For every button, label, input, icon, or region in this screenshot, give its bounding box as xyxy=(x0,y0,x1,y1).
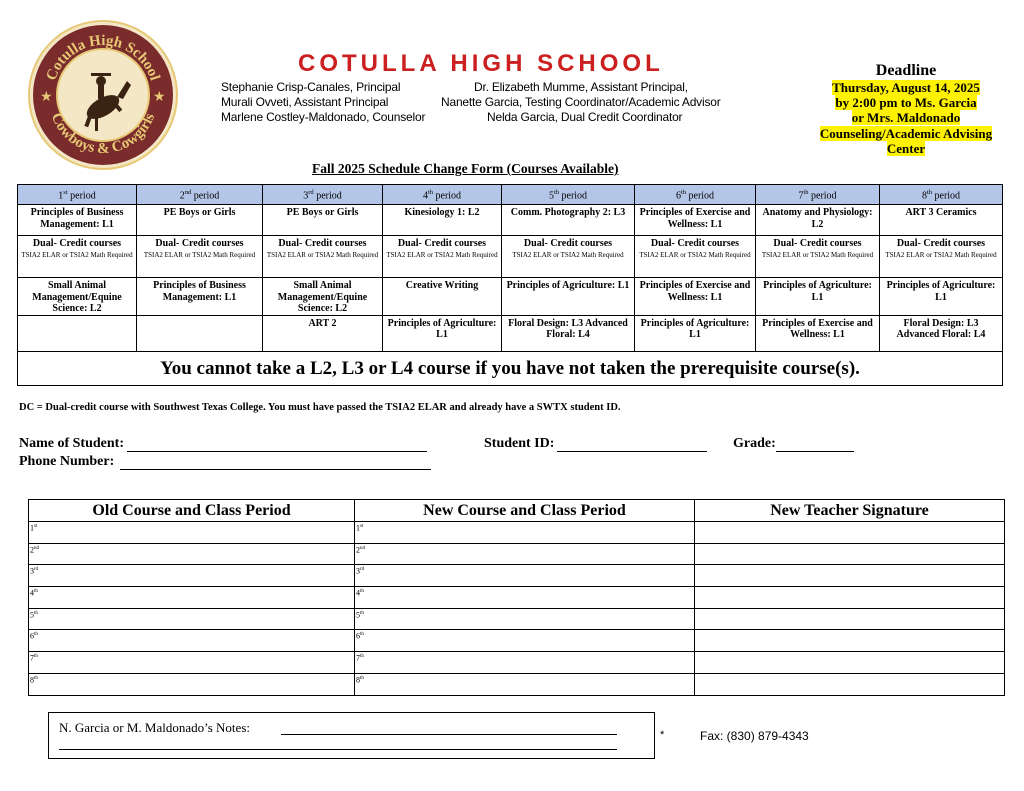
dual-credit-cell xyxy=(756,236,880,278)
signature-cell[interactable] xyxy=(695,608,1005,630)
new-course-cell[interactable] xyxy=(355,673,695,695)
dual-credit-cell xyxy=(18,236,137,278)
signature-cell[interactable] xyxy=(695,630,1005,652)
period-header-4 xyxy=(383,185,502,205)
student-name-field[interactable] xyxy=(19,436,427,452)
course-cell: Creative Writing xyxy=(383,278,502,316)
staff-assistant-principal-1: Dr. Elizabeth Mumme, Assistant Principal, xyxy=(474,80,688,94)
course-cell: Principles of Exercise and Wellness: L1 xyxy=(756,315,880,351)
dual-credit-title: Dual- Credit courses xyxy=(155,238,244,249)
course-cell: Small Animal Management/Equine Science: L2 xyxy=(263,278,383,316)
period-header-1 xyxy=(18,185,137,205)
deadline-title: Deadline xyxy=(875,62,937,79)
period-number: 3 xyxy=(356,567,360,577)
dual-credit-cell xyxy=(880,236,1003,278)
dual-credit-title: Dual- Credit courses xyxy=(32,238,122,249)
period-header-2 xyxy=(137,185,263,205)
period-word: period xyxy=(433,190,462,202)
dual-credit-requirement: TSIA2 ELAR or TSIA2 Math Required xyxy=(639,250,751,259)
signature-cell[interactable] xyxy=(695,652,1005,674)
course-cell: Principles of Agriculture: L1 xyxy=(635,315,756,351)
period-word: period xyxy=(808,190,837,202)
dual-credit-cell xyxy=(502,236,635,278)
signature-cell[interactable] xyxy=(695,543,1005,565)
period-header-3 xyxy=(263,185,383,205)
student-id-line[interactable] xyxy=(557,438,707,452)
teacher-signature-header: New Teacher Signature xyxy=(695,500,1005,522)
staff-testing-coordinator: Nanette Garcia, Testing Coordinator/Academic Advisor xyxy=(441,95,721,109)
deadline-box xyxy=(808,61,1004,156)
period-number: 6 xyxy=(675,190,681,202)
old-course-cell[interactable] xyxy=(29,673,355,695)
old-course-header: Old Course and Class Period xyxy=(29,500,355,522)
course-cell: Principles of Agriculture: L1 xyxy=(756,278,880,316)
course-cell: Comm. Photography 2: L3 xyxy=(502,205,635,236)
course-cell: PE Boys or Girls xyxy=(137,205,263,236)
old-course-cell[interactable] xyxy=(29,608,355,630)
period-ordinal: st xyxy=(360,524,364,529)
period-number: 7 xyxy=(798,190,804,202)
new-course-cell[interactable] xyxy=(355,543,695,565)
staff-dual-credit-coordinator: Nelda Garcia, Dual Credit Coordinator xyxy=(487,110,683,124)
star-right-icon: ★ xyxy=(153,90,166,105)
period-ordinal: th xyxy=(360,654,364,660)
period-ordinal: th xyxy=(34,610,38,616)
period-number: 2 xyxy=(179,190,185,202)
dual-credit-requirement: TSIA2 ELAR or TSIA2 Math Required xyxy=(143,250,256,259)
period-number: 8 xyxy=(30,675,34,685)
course-cell: Principles of Exercise and Wellness: L1 xyxy=(635,278,756,316)
signature-cell[interactable] xyxy=(695,587,1005,609)
dual-credit-cell xyxy=(137,236,263,278)
old-course-cell[interactable] xyxy=(29,652,355,674)
dual-credit-requirement: TSIA2 ELAR or TSIA2 Math Required xyxy=(266,250,379,259)
dual-credit-requirement: TSIA2 ELAR or TSIA2 Math Required xyxy=(761,250,874,259)
period-ordinal: nd xyxy=(360,545,365,551)
period-header-row xyxy=(18,185,1003,205)
prerequisite-warning: You cannot take a L2, L3 or L4 course if you have not taken the prerequisite course(s). xyxy=(18,351,1003,385)
dual-credit-title: Dual- Credit courses xyxy=(650,238,740,249)
course-cell: ART 3 Ceramics xyxy=(880,205,1003,236)
phone-line[interactable] xyxy=(120,456,431,470)
period-ordinal: th xyxy=(360,675,364,681)
prerequisite-warning-row xyxy=(18,351,1003,385)
dual-credit-title: Dual- Credit courses xyxy=(773,238,862,249)
course-cell: Principles of Agriculture: L1 xyxy=(502,278,635,316)
school-logo xyxy=(27,19,179,171)
logo-top-text: Cotulla High School xyxy=(43,32,163,83)
period-ordinal: th xyxy=(427,189,433,197)
old-course-cell[interactable] xyxy=(29,522,355,544)
period-number: 7 xyxy=(356,653,360,663)
staff-assistant-principal-2: Murali Ovveti, Assistant Principal xyxy=(221,95,389,109)
period-header-5 xyxy=(502,185,635,205)
dual-credit-title: Dual- Credit courses xyxy=(278,238,367,249)
staff-counselor: Marlene Costley-Maldonado, Counselor xyxy=(221,110,426,124)
school-title: COTULLA HIGH SCHOOL xyxy=(298,50,664,77)
change-row xyxy=(29,522,1005,544)
period-number: 4 xyxy=(30,588,34,598)
period-number: 5 xyxy=(356,610,360,620)
signature-cell[interactable] xyxy=(695,565,1005,587)
period-ordinal: th xyxy=(553,189,559,197)
dual-credit-cell xyxy=(383,236,502,278)
period-ordinal: rd xyxy=(34,567,39,573)
signature-cell[interactable] xyxy=(695,522,1005,544)
fax-number: Fax: (830) 879-4343 xyxy=(700,729,809,743)
course-cell: Kinesiology 1: L2 xyxy=(383,205,502,236)
period-number: 7 xyxy=(30,653,34,663)
star-left-icon: ★ xyxy=(40,90,53,105)
period-number: 3 xyxy=(303,190,309,202)
course-row-3 xyxy=(18,278,1003,316)
new-course-cell[interactable] xyxy=(355,630,695,652)
course-cell: Small Animal Management/Equine Science: L2 xyxy=(18,278,137,316)
notes-line-2[interactable] xyxy=(59,749,617,750)
period-header-7 xyxy=(756,185,880,205)
old-course-cell[interactable] xyxy=(29,587,355,609)
student-name-line[interactable] xyxy=(127,438,427,452)
deadline-office-center: Center xyxy=(886,140,926,156)
period-number: 8 xyxy=(921,190,927,202)
staff-principal: Stephanie Crisp-Canales, Principal xyxy=(221,80,401,94)
period-number: 8 xyxy=(356,675,360,685)
course-cell: Principles of Business Management: L1 xyxy=(18,205,137,236)
period-ordinal: th xyxy=(34,654,38,660)
period-ordinal: th xyxy=(680,189,686,197)
period-ordinal: th xyxy=(360,589,364,595)
period-ordinal: nd xyxy=(34,545,39,551)
new-course-cell[interactable] xyxy=(355,587,695,609)
dual-credit-title: Dual- Credit courses xyxy=(896,238,986,249)
period-number: 4 xyxy=(356,588,360,598)
course-cell: PE Boys or Girls xyxy=(263,205,383,236)
period-number: 1 xyxy=(58,190,64,202)
asterisk: * xyxy=(660,729,665,741)
period-ordinal: st xyxy=(34,524,38,529)
course-cell: ART 2 xyxy=(263,315,383,351)
period-number: 6 xyxy=(356,632,360,642)
schedule-change-table xyxy=(28,499,1005,696)
period-number: 6 xyxy=(30,632,34,642)
deadline-contact: or Mrs. Maldonado xyxy=(851,110,961,126)
course-cell: Floral Design: L3 Advanced Floral: L4 xyxy=(880,315,1003,351)
period-number: 1 xyxy=(356,523,360,533)
courses-available-table xyxy=(17,184,1003,386)
course-cell: Anatomy and Physiology: L2 xyxy=(756,205,880,236)
course-cell: Principles of Exercise and Wellness: L1 xyxy=(635,205,756,236)
period-number: 5 xyxy=(548,190,554,202)
course-cell: Floral Design: L3 Advanced Floral: L4 xyxy=(502,315,635,351)
deadline-office: Counseling/Academic Advising xyxy=(819,125,993,141)
period-number: 2 xyxy=(356,545,360,555)
old-course-cell[interactable] xyxy=(29,630,355,652)
course-cell xyxy=(18,315,137,351)
notes-box[interactable] xyxy=(48,712,655,759)
new-course-cell[interactable] xyxy=(355,565,695,587)
course-row-4 xyxy=(18,315,1003,351)
new-course-cell[interactable] xyxy=(355,608,695,630)
phone-label: Phone Number: xyxy=(19,454,115,469)
period-number: 5 xyxy=(30,610,34,620)
old-course-cell[interactable] xyxy=(29,543,355,565)
course-cell xyxy=(137,315,263,351)
period-ordinal: th xyxy=(803,189,809,197)
old-course-cell[interactable] xyxy=(29,565,355,587)
period-ordinal: th xyxy=(34,675,38,681)
dual-credit-title: Dual- Credit courses xyxy=(523,238,613,249)
dual-credit-note: DC = Dual-credit course with Southwest Texas College. You must have passed the TSIA2 ELAR and already have a SWTX student ID. xyxy=(19,402,621,413)
notes-label: N. Garcia or M. Maldonado’s Notes: xyxy=(59,720,250,735)
deadline-time: by 2:00 pm to Ms. Garcia xyxy=(835,95,977,111)
phone-field[interactable] xyxy=(19,454,431,470)
period-ordinal: nd xyxy=(184,189,192,197)
period-ordinal: st xyxy=(63,189,68,197)
change-header-row xyxy=(29,500,1005,522)
new-course-cell[interactable] xyxy=(355,652,695,674)
dual-credit-cell xyxy=(635,236,756,278)
student-id-label: Student ID: xyxy=(484,436,555,451)
dual-credit-row xyxy=(18,236,1003,278)
dual-credit-requirement: TSIA2 ELAR or TSIA2 Math Required xyxy=(512,250,624,259)
period-number: 3 xyxy=(30,567,34,577)
grade-line[interactable] xyxy=(776,438,854,452)
dual-credit-cell xyxy=(263,236,383,278)
change-row xyxy=(29,543,1005,565)
deadline-date: Thursday, August 14, 2025 xyxy=(832,80,980,95)
course-row-1 xyxy=(18,205,1003,236)
new-course-cell[interactable] xyxy=(355,522,695,544)
dual-credit-requirement: TSIA2 ELAR or TSIA2 Math Required xyxy=(21,250,133,259)
period-ordinal: rd xyxy=(308,189,314,197)
period-word: period xyxy=(67,190,96,202)
change-row xyxy=(29,652,1005,674)
change-row xyxy=(29,608,1005,630)
period-number: 4 xyxy=(422,190,428,202)
period-ordinal: th xyxy=(360,632,364,638)
course-cell: Principles of Agriculture: L1 xyxy=(880,278,1003,316)
logo-bottom-text: Cowboys & Cowgirls xyxy=(47,110,159,158)
grade-label: Grade: xyxy=(733,436,776,451)
period-ordinal: th xyxy=(926,189,932,197)
period-number: 2 xyxy=(30,545,34,555)
change-row xyxy=(29,565,1005,587)
period-word: period xyxy=(932,190,961,202)
change-row xyxy=(29,587,1005,609)
period-header-6 xyxy=(635,185,756,205)
form-title: Fall 2025 Schedule Change Form (Courses Available) xyxy=(312,161,619,176)
change-row xyxy=(29,673,1005,695)
period-header-8 xyxy=(880,185,1003,205)
grade-field[interactable] xyxy=(733,436,854,452)
course-cell: Principles of Business Management: L1 xyxy=(137,278,263,316)
student-id-field[interactable] xyxy=(484,436,707,452)
change-row xyxy=(29,630,1005,652)
signature-cell[interactable] xyxy=(695,673,1005,695)
dual-credit-title: Dual- Credit courses xyxy=(397,238,487,249)
period-word: period xyxy=(191,190,220,202)
period-word: period xyxy=(686,190,715,202)
dual-credit-requirement: TSIA2 ELAR or TSIA2 Math Required xyxy=(885,250,997,259)
new-course-header: New Course and Class Period xyxy=(355,500,695,522)
period-number: 1 xyxy=(30,523,34,533)
course-cell: Principles of Agriculture: L1 xyxy=(383,315,502,351)
notes-line-1[interactable] xyxy=(281,734,617,735)
period-ordinal: th xyxy=(34,589,38,595)
dual-credit-requirement: TSIA2 ELAR or TSIA2 Math Required xyxy=(386,250,498,259)
period-ordinal: th xyxy=(360,610,364,616)
period-ordinal: th xyxy=(34,632,38,638)
period-ordinal: rd xyxy=(360,567,365,573)
period-word: period xyxy=(559,190,588,202)
student-name-label: Name of Student: xyxy=(19,436,124,451)
period-word: period xyxy=(313,190,342,202)
